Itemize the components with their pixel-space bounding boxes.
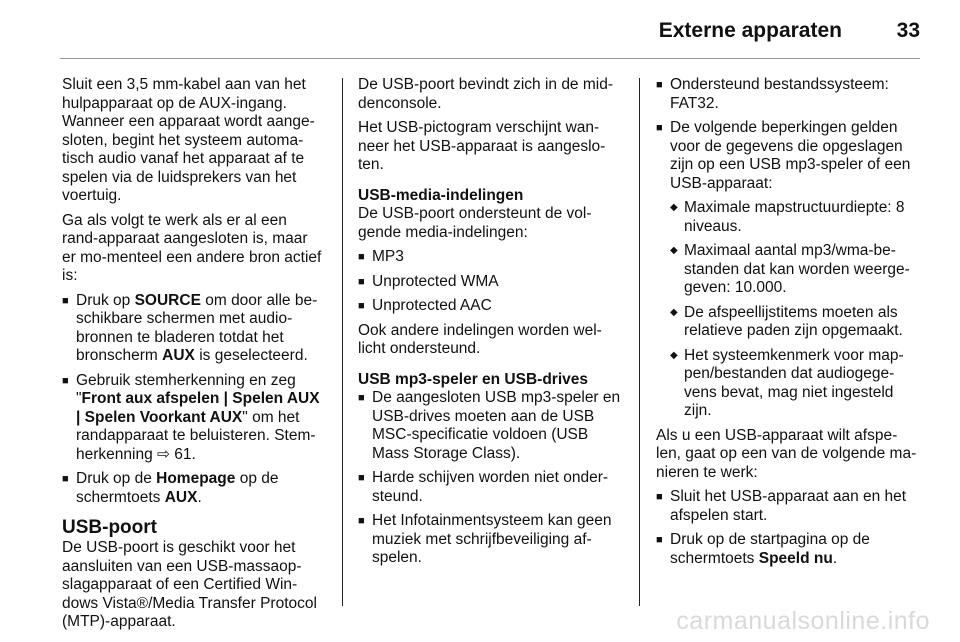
playback-steps-list (656, 488, 922, 568)
aux-label: AUX (162, 347, 195, 364)
text: . (197, 488, 202, 506)
restrictions-list (670, 199, 922, 421)
homepage-label: Homepage (156, 470, 236, 487)
list-item: ■ Unprotected AAC (358, 297, 624, 316)
aux-label: AUX (164, 488, 198, 506)
list-item: ■ Unprotected WMA (358, 273, 624, 292)
usb-requirements-list (656, 76, 922, 421)
list-item (656, 119, 922, 421)
list-item: ■ Ondersteund bestandssysteem: FAT32. (656, 76, 922, 113)
now-playing-label: Speeld nu (758, 549, 833, 567)
aux-steps-list (62, 292, 324, 508)
playback-intro-paragraph: Als u een USB-apparaat wilt afspe-len, gaat op een van de volgende ma-nieren te werk: (656, 426, 917, 481)
column-divider-1 (342, 78, 343, 606)
media-formats-heading: USB-media-indelingen (358, 186, 524, 204)
list-item: ■ De aangesloten USB mp3-speler en USB-drives moeten aan de USB MSC-specificatie voldoen (USB Mass Storage Class). (358, 389, 624, 463)
text: De volgende beperkingen gelden voor de gegevens die opgeslagen zijn op een USB mp3-speler of een USB-apparaat: (670, 119, 911, 192)
text: op de schermtoets (76, 470, 279, 506)
page-header (0, 0, 960, 58)
usb-port-heading: USB-poort (62, 517, 157, 538)
media-formats-paragraph: De USB-poort ondersteunt de vol-gende media-indelingen: (358, 205, 592, 241)
usb-location-paragraph: De USB-poort bevindt zich in de mid-denconsole. (358, 76, 614, 112)
text: om door alle be-schikbare schermen met audio-bronnen te bladeren totdat het bronscherm (76, 291, 318, 364)
text: Druk op (76, 291, 135, 309)
formats-list (358, 248, 624, 316)
list-item: ■ Het Infotainmentsysteem kan geen muziek met schrijfbeveiliging af-spelen. (358, 512, 624, 568)
list-item (62, 372, 324, 465)
list-item: ■ Harde schijven worden niet onder-steund. (358, 469, 624, 506)
column-divider-2 (639, 78, 640, 606)
column-1 (62, 76, 324, 638)
text: Druk op de (76, 470, 157, 487)
text: Druk op de startpagina op de schermtoets (670, 531, 870, 567)
list-item (62, 292, 324, 366)
sub-list-item: ◆ Het systeemkenmerk voor map-pen/bestanden dat audiogege-vens bevat, mag niet ingesteld zijn. (670, 347, 922, 421)
usb-drives-list (358, 389, 624, 568)
usb-drives-heading: USB mp3-speler en USB-drives (358, 370, 588, 388)
voice-command: Front aux afspelen | Spelen AUX | Spelen Voorkant AUX (76, 390, 320, 426)
list-item (656, 531, 922, 568)
list-item: ■ Sluit het USB-apparaat aan en het afspelen start. (656, 488, 922, 525)
usb-port-paragraph: De USB-poort is geschikt voor het aansluiten van een USB-massaop-slagapparaat of een Certified Win-dows Vista®/Media Transfer Protocol (MTP)-apparaat. (62, 539, 317, 630)
list-item: ■ MP3 (358, 248, 624, 267)
page-number: 33 (896, 19, 920, 42)
aux-intro-paragraph: Sluit een 3,5 mm-kabel aan van het hulpapparaat op de AUX-ingang. Wanneer een apparaat wordt aange-sloten, begint het systeem automa-tisch audio vanaf het apparaat af te spelen via de luidsprekers van het voertuig. (62, 76, 315, 204)
header-divider (60, 58, 920, 59)
text: . (832, 549, 838, 567)
aux-active-source-paragraph: Ga als volgt te werk als er al een rand-apparaat aangesloten is, maar er mo-menteel een andere bron actief is: (62, 211, 322, 284)
other-formats-paragraph: Ook andere indelingen worden wel-licht ondersteund. (358, 321, 602, 357)
usb-icon-paragraph: Het USB-pictogram verschijnt wan-neer het USB-apparaat is aangeslo-ten. (358, 119, 606, 173)
sub-list-item: ◆ Maximale mapstructuurdiepte: 8 niveaus. (670, 199, 922, 236)
column-2 (358, 76, 624, 574)
list-item (62, 470, 324, 507)
sub-list-item: ◆ De afspeellijstitems moeten als relatieve paden zijn opgemaakt. (670, 304, 922, 341)
text: Gebruik stemherkenning en zeg " (76, 371, 296, 407)
sub-list-item: ◆ Maximaal aantal mp3/wma-be-standen dat kan worden weerge-geven: 10.000. (670, 242, 922, 298)
source-key-label: SOURCE (134, 291, 201, 309)
chapter-title: Externe apparaten (658, 19, 842, 42)
text: " om het randapparaat te beluisteren. Stem-herkenning ⇨ 61. (76, 408, 316, 463)
column-3 (656, 76, 922, 574)
text: is geselecteerd. (194, 347, 308, 364)
watermark: carmanualsonline.info (676, 607, 930, 635)
